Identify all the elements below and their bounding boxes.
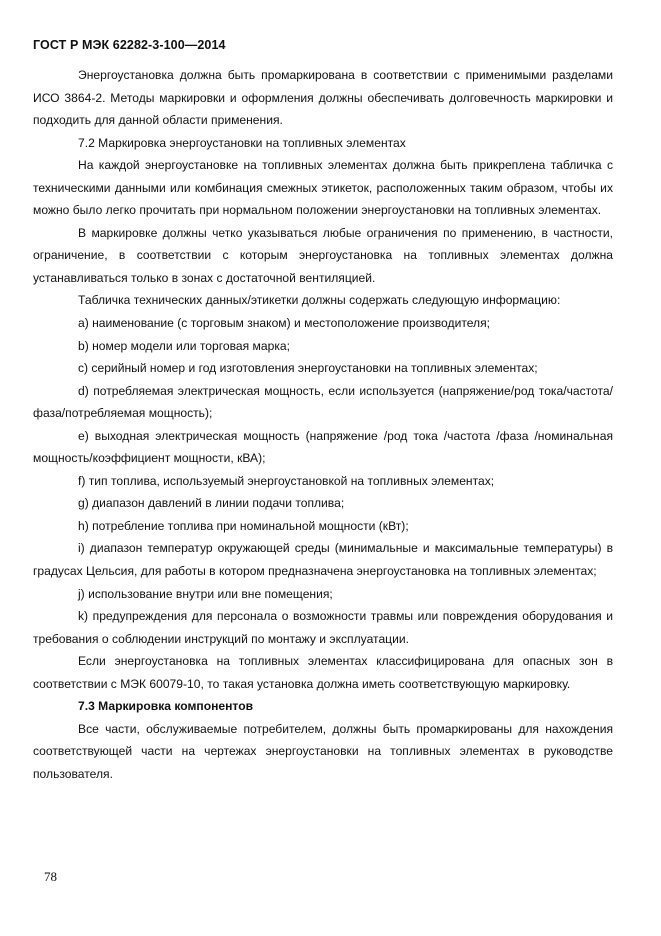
list-item-i: i) диапазон температур окружающей среды (минимальные и максимальные температуры) в градусах Цельсия, для работы в котором предназначена энергоустановка на топливных элементах;: [33, 541, 613, 579]
standard-header: ГОСТ Р МЭК 62282-3-100—2014: [33, 38, 226, 52]
page-number: 78: [44, 869, 57, 884]
list-item-g: g) диапазон давлений в линии подачи топлива;: [78, 496, 345, 511]
list-item-j: j) использование внутри или вне помещения;: [78, 586, 333, 601]
list-item-d: d) потребляемая электрическая мощность, если используется (напряжение/род тока/частота/фаза/потребляемая мощность);: [33, 383, 613, 421]
paragraph-nameplate-content: Табличка технических данных/этикетки должны содержать следующую информацию:: [78, 293, 561, 308]
list-item-a: а) наименование (с торговым знаком) и местоположение производителя;: [78, 316, 491, 331]
list-item-h: h) потребление топлива при номинальной мощности (кВт);: [78, 518, 409, 533]
list-item-k: k) предупреждения для персонала о возможности травмы или повреждения оборудования и требования о соблюдении инструкций по монтажу и эксплуатации.: [33, 609, 613, 646]
paragraph-nameplate: На каждой энергоустановке на топливных элементах должна быть прикреплена табличка с техническими данными или комбинация смежных этикеток, расположенных таким образом, чтобы их можно было легко прочитать при нормальном положении энергоустановки на топливных элементах.: [33, 158, 613, 218]
list-item-c: c) серийный номер и год изготовления энергоустановки на топливных элементах;: [78, 361, 538, 376]
list-item-f: f) тип топлива, используемый энергоустановкой на топливных элементах;: [78, 473, 495, 488]
paragraph-hazardous-zones: Если энергоустановка на топливных элементах классифицирована для опасных зон в соответствии с МЭК 60079-10, то такая установка должна иметь соответствующую маркировку.: [33, 654, 613, 691]
paragraph-marking-iso: Энергоустановка должна быть промаркирована в соответствии с применимыми разделами ИСО 3864-2. Методы маркировки и оформления должны обеспечивать долговечность маркировки и подходить для данной области применения.: [33, 68, 613, 128]
section-heading-7-3: 7.3 Маркировка компонентов: [78, 699, 254, 714]
paragraph-restrictions: В маркировке должны четко указываться любые ограничения по применению, в частности, ограничение, в соответствии с которым энергоустановка на топливных элементах должна устанавливаться только в зонах с достаточной вентиляцией.: [33, 225, 613, 285]
list-item-e: е) выходная электрическая мощность (напряжение /род тока /частота /фаза /номинальная мощность/коэффициент мощности, кВА);: [33, 428, 613, 466]
list-item-b: b) номер модели или торговая марка;: [78, 338, 290, 353]
document-body: [33, 64, 613, 786]
paragraph-components: Все части, обслуживаемые потребителем, должны быть промаркированы для нахождения соответствующей части на чертежах энергоустановки на топливных элементах в руководстве пользователя.: [33, 721, 613, 781]
section-heading-7-2: 7.2 Маркировка энергоустановки на топливных элементах: [78, 135, 406, 150]
